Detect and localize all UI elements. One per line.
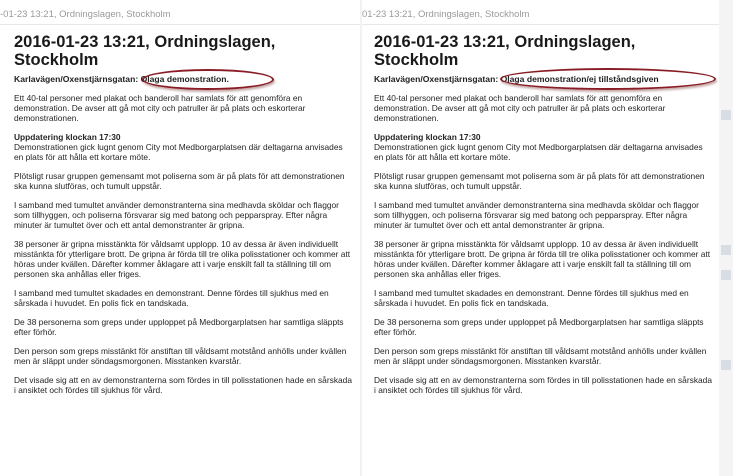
offense-label: Olaga demonstration. (140, 74, 229, 84)
paragraph-text: Demonstrationen gick lugnt genom City mot Medborgarplatsen där deltagarna anvisades en plats för att hålla ett kortare möte. (14, 142, 343, 162)
article (14, 33, 352, 395)
update-label: Uppdatering klockan 17:30 (374, 132, 481, 142)
paragraph: I samband med tumultet använder demonstranterna sina medhavda sköldar och flaggor som tillhyggen, och poliserna försvarar sig med batong och pepparspray. Efter några minuter är tumultet över och ett antal demonstranter är gripna. (374, 200, 699, 230)
paragraph: I samband med tumultet använder demonstranterna sina medhavda sköldar och flaggor som tillhyggen, och poliserna försvarar sig med batong och pepparspray. Efter några minuter är tumultet över och ett antal demonstranter är gripna. (14, 200, 339, 230)
paragraph: Det visade sig att en av demonstranterna som fördes in till polisstationen hade en sårskada i ansiktet och fördes till sjukhus för vård. (14, 375, 352, 395)
side-block (721, 110, 731, 120)
location-label: Karlavägen/Oxenstjärnsgatan (374, 74, 496, 84)
article-panel-right (362, 0, 719, 476)
paragraph: Den person som greps misstänkt för anstiftan till våldsamt motstånd anhölls under kvällen men är släppt under söndagsmorgonen. Misstanken kvarstår. (14, 346, 347, 366)
paragraph-update (14, 132, 352, 162)
article-title: 2016-01-23 13:21, Ordningslagen, Stockholm (374, 33, 636, 69)
side-block (721, 270, 731, 280)
paragraph: Ett 40-tal personer med plakat och banderoll har samlats för att genomföra en demonstration. De avser att gå mot city och patruller är på plats och eskorterar demonstrationen. (14, 93, 306, 123)
paragraph: Plötsligt rusar gruppen gemensamt mot poliserna som är på plats för att demonstrationen ska kunna slutföras, och tumult uppstår. (374, 171, 705, 191)
paragraph: I samband med tumultet skadades en demonstrant. Denne fördes till sjukhus med en sårskada i huvudet. En polis fick en tandskada. (14, 288, 329, 308)
offense-label: Olaga demonstration/ej tillståndsgiven (500, 74, 659, 84)
divider (362, 24, 719, 25)
article (374, 33, 712, 395)
paragraph: 38 personer är gripna misstänkta för våldsamt upplopp. 10 av dessa är även individuellt misstänkta för ytterligare brott. De gripna är förda till tre olika polisstationer och kommer att höras under kvällen. Därefter kommer åklagare att i varje enskilt fall ta ställning till om personen ska anhållas eller friges. (14, 239, 351, 279)
article-title: 2016-01-23 13:21, Ordningslagen, Stockholm (14, 33, 276, 69)
side-block (721, 360, 731, 370)
divider (0, 24, 360, 25)
article-panel-left (0, 0, 360, 476)
paragraph: I samband med tumultet skadades en demonstrant. Denne fördes till sjukhus med en sårskada i huvudet. En polis fick en tandskada. (374, 288, 689, 308)
breadcrumb[interactable]: -01-23 13:21, Ordningslagen, Stockholm (0, 9, 171, 20)
article-subhead: Karlavägen/Oxenstjärnsgatan: Olaga demonstration/ej tillståndsgiven (374, 74, 712, 84)
location-label: Karlavägen/Oxenstjärnsgatan (14, 74, 136, 84)
breadcrumb[interactable]: 01-23 13:21, Ordningslagen, Stockholm (362, 9, 530, 20)
paragraph: Det visade sig att en av demonstranterna som fördes in till polisstationen hade en sårskada i ansiktet och fördes till sjukhus för vård. (374, 375, 712, 395)
paragraph-text: Demonstrationen gick lugnt genom City mot Medborgarplatsen där deltagarna anvisades en plats för att hålla ett kortare möte. (374, 142, 703, 162)
paragraph: 38 personer är gripna misstänkta för våldsamt upplopp. 10 av dessa är även individuellt misstänkta för ytterligare brott. De gripna är förda till tre olika polisstationer och kommer att höras under kvällen. Därefter kommer åklagare att i varje enskilt fall ta ställning till om personen ska anhållas eller friges. (374, 239, 711, 279)
paragraph: De 38 personerna som greps under upploppet på Medborgarplatsen har samtliga släppts efter förhör. (14, 317, 344, 337)
side-strip (719, 0, 733, 476)
paragraph: Plötsligt rusar gruppen gemensamt mot poliserna som är på plats för att demonstrationen ska kunna slutföras, och tumult uppstår. (14, 171, 345, 191)
paragraph: Ett 40-tal personer med plakat och banderoll har samlats för att genomföra en demonstration. De avser att gå mot city och patruller är på plats och eskorterar demonstrationen. (374, 93, 666, 123)
paragraph: Den person som greps misstänkt för anstiftan till våldsamt motstånd anhölls under kvällen men är släppt under söndagsmorgonen. Misstanken kvarstår. (374, 346, 707, 366)
paragraph: De 38 personerna som greps under upploppet på Medborgarplatsen har samtliga släppts efter förhör. (374, 317, 704, 337)
article-subhead: Karlavägen/Oxenstjärnsgatan: Olaga demonstration. (14, 74, 352, 84)
paragraph-update (374, 132, 712, 162)
update-label: Uppdatering klockan 17:30 (14, 132, 121, 142)
side-block (721, 245, 731, 255)
